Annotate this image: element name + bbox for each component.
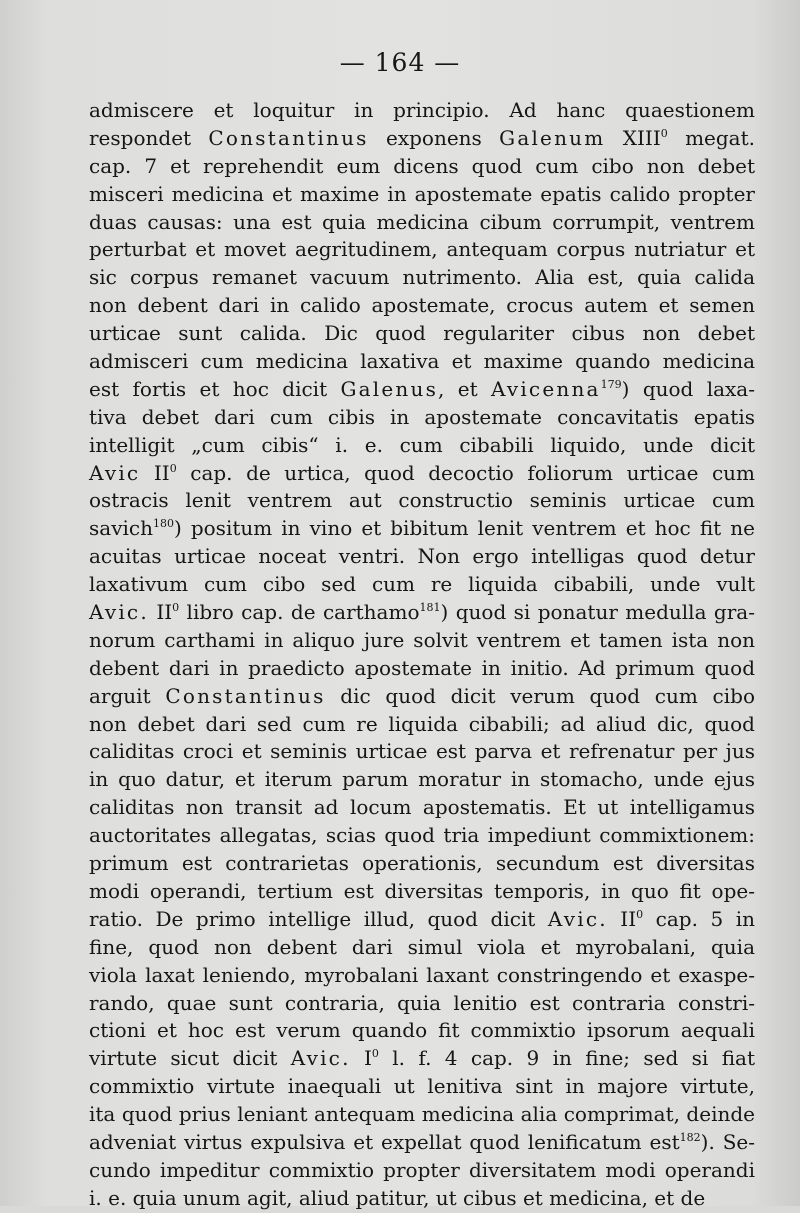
body-text: [89, 97, 755, 1213]
text-run: norum carthami in aliquo jure solvit ventrem et tamen ista non: [89, 627, 755, 652]
text-run: , et: [438, 376, 491, 401]
text-run: debent dari in praedicto apostemate in initio. Ad primum quod: [89, 655, 755, 680]
text-line: [89, 153, 755, 181]
superscript: 182: [679, 1130, 701, 1144]
text-run: arguit: [89, 683, 166, 708]
text-line: [89, 571, 755, 599]
text-run: libro cap. de carthamo: [179, 600, 420, 625]
text-line: [89, 1129, 755, 1157]
text-run: caliditas non transit ad locum apostematis. Et ut intelligamus: [89, 795, 755, 820]
text-run: II: [607, 906, 637, 931]
text-run: duas causas: una est quia medicina cibum corrumpit, ventrem: [89, 209, 755, 234]
text-run: perturbat et movet aegritudinem, antequam corpus nutriatur et: [89, 237, 755, 262]
text-run: ratio. De primo intellige illud, quod dicit: [89, 906, 548, 931]
text-line: [89, 292, 755, 320]
text-run: virtute sicut dicit: [89, 1046, 291, 1071]
text-line: [89, 990, 755, 1018]
text-line: [89, 1045, 755, 1073]
text-run: ). Se-: [700, 1129, 755, 1154]
spaced-name: Constantinus: [165, 683, 326, 708]
text-line: [89, 962, 755, 990]
text-line: [89, 1101, 755, 1129]
text-line: [89, 934, 755, 962]
text-line: [89, 599, 755, 627]
text-run: laxativum cum cibo sed cum re liquida cibabili, unde vult: [89, 572, 755, 597]
text-line: [89, 97, 755, 125]
text-run: cap. 5 in: [643, 906, 755, 931]
spaced-name: Avic.: [89, 600, 149, 625]
text-line: [89, 515, 755, 543]
text-run: acuitas urticae noceat ventri. Non ergo intelligas quod detur: [89, 544, 755, 569]
text-line: [89, 348, 755, 376]
text-run: admisceri cum medicina laxativa et maxime quando medicina: [89, 349, 755, 374]
text-line: [89, 432, 755, 460]
superscript: 181: [419, 601, 441, 615]
text-run: ) quod si ponatur medulla gra-: [440, 600, 755, 625]
text-line: [89, 738, 755, 766]
superscript: 0: [169, 461, 177, 475]
spaced-name: Avic.: [290, 1046, 351, 1071]
text-run: non debet dari sed cum re liquida cibabili; ad aliud dic, quod: [89, 711, 755, 736]
text-run: adveniat virtus expulsiva et expellat quod lenificatum est: [89, 1129, 680, 1154]
text-line: [89, 711, 755, 739]
spaced-name: Avicenna: [491, 376, 601, 401]
text-line: [89, 460, 755, 488]
text-run: dic quod dicit verum quod cum cibo: [325, 683, 755, 708]
text-run: cundo impeditur commixtio propter diversitatem modi operandi: [89, 1157, 755, 1182]
text-line: [89, 376, 755, 404]
text-line: [89, 878, 755, 906]
text-run: I: [350, 1046, 372, 1071]
text-line: [89, 906, 755, 934]
spaced-name: Constantinus: [208, 125, 369, 150]
text-line: [89, 209, 755, 237]
text-run: urticae sunt calida. Dic quod regulariter cibus non debet: [89, 321, 755, 346]
text-line: [89, 683, 755, 711]
text-run: ) quod laxa-: [621, 376, 755, 401]
text-run: ) positum in vino et bibitum lenit ventrem et hoc fit ne: [173, 516, 755, 541]
text-run: ostracis lenit ventrem aut constructio seminis urticae cum: [89, 488, 755, 513]
spaced-name: Avic: [89, 460, 141, 485]
text-line: [89, 822, 755, 850]
text-run: megat.: [667, 125, 755, 150]
text-line: [89, 655, 755, 683]
superscript: 179: [600, 377, 622, 391]
text-run: exponens: [368, 125, 500, 150]
spaced-name: Galenus: [340, 376, 439, 401]
text-run: II: [140, 460, 170, 485]
text-run: intelligit „cum cibis“ i. e. cum cibabili liquido, unde dicit: [89, 432, 755, 457]
text-line: [89, 125, 755, 153]
text-run: i. e. quia unum agit, aliud patitur, ut cibus et medicina, et de: [89, 1185, 706, 1210]
text-run: misceri medicina et maxime in apostemate epatis calido propter: [89, 181, 755, 206]
text-run: modi operandi, tertium est diversitas temporis, in quo fit ope-: [89, 878, 755, 903]
text-line: [89, 236, 755, 264]
text-line: [89, 794, 755, 822]
text-run: ctioni et hoc est verum quando fit commixtio ipsorum aequali: [89, 1018, 755, 1043]
spaced-name: Galenum: [499, 125, 606, 150]
text-line: [89, 1157, 755, 1185]
superscript: 0: [371, 1047, 379, 1061]
text-run: II: [148, 600, 173, 625]
text-line: [89, 264, 755, 292]
text-run: l. f. 4 cap. 9 in fine; sed si fiat: [378, 1046, 755, 1071]
text-run: savich: [89, 516, 153, 541]
superscript: 0: [636, 907, 644, 921]
text-line: [89, 627, 755, 655]
text-line: [89, 487, 755, 515]
text-run: in quo datur, et iterum parum moratur in stomacho, unde ejus: [89, 767, 755, 792]
text-run: admiscere et loquitur in principio. Ad hanc quaestionem: [89, 98, 755, 122]
text-run: auctoritates allegatas, scias quod tria impediunt commixtionem:: [89, 823, 755, 848]
text-line: [89, 320, 755, 348]
text-run: rando, quae sunt contraria, quia lenitio est contraria constri-: [89, 990, 755, 1015]
text-run: cap. de urtica, quod decoctio foliorum urticae cum: [176, 460, 755, 485]
text-run: XIII: [605, 125, 661, 150]
superscript: 180: [152, 517, 174, 531]
text-line: [89, 404, 755, 432]
text-line: [89, 543, 755, 571]
text-run: non debent dari in calido apostemate, crocus autem et semen: [89, 293, 755, 318]
page-header: — 164 —: [339, 48, 461, 77]
spaced-name: Avic.: [547, 906, 608, 931]
text-run: caliditas croci et seminis urticae est parva et refrenatur per jus: [89, 739, 755, 764]
text-run: tiva debet dari cum cibis in apostemate concavitatis epatis: [89, 404, 755, 429]
text-run: fine, quod non debent dari simul viola et myrobalani, quia: [89, 934, 755, 959]
text-run: sic corpus remanet vacuum nutrimento. Alia est, quia calida: [89, 265, 755, 290]
superscript: 0: [172, 601, 180, 615]
text-line: [89, 181, 755, 209]
text-run: viola laxat leniendo, myrobalani laxant constringendo et exaspe-: [89, 962, 755, 987]
text-line: [89, 766, 755, 794]
text-run: cap. 7 et reprehendit eum dicens quod cum cibo non debet: [89, 153, 755, 178]
text-line: [89, 1017, 755, 1045]
text-line: [89, 1073, 755, 1101]
superscript: 0: [660, 126, 668, 140]
text-run: est fortis et hoc dicit: [89, 376, 341, 401]
text-line: [89, 850, 755, 878]
text-run: commixtio virtute inaequali ut lenitiva sint in majore virtute,: [89, 1074, 755, 1099]
text-run: ita quod prius leniant antequam medicina alia comprimat, deinde: [89, 1102, 755, 1127]
text-run: primum est contrarietas operationis, secundum est diversitas: [89, 851, 755, 876]
text-run: respondet: [89, 125, 209, 150]
text-line: [89, 1185, 755, 1213]
